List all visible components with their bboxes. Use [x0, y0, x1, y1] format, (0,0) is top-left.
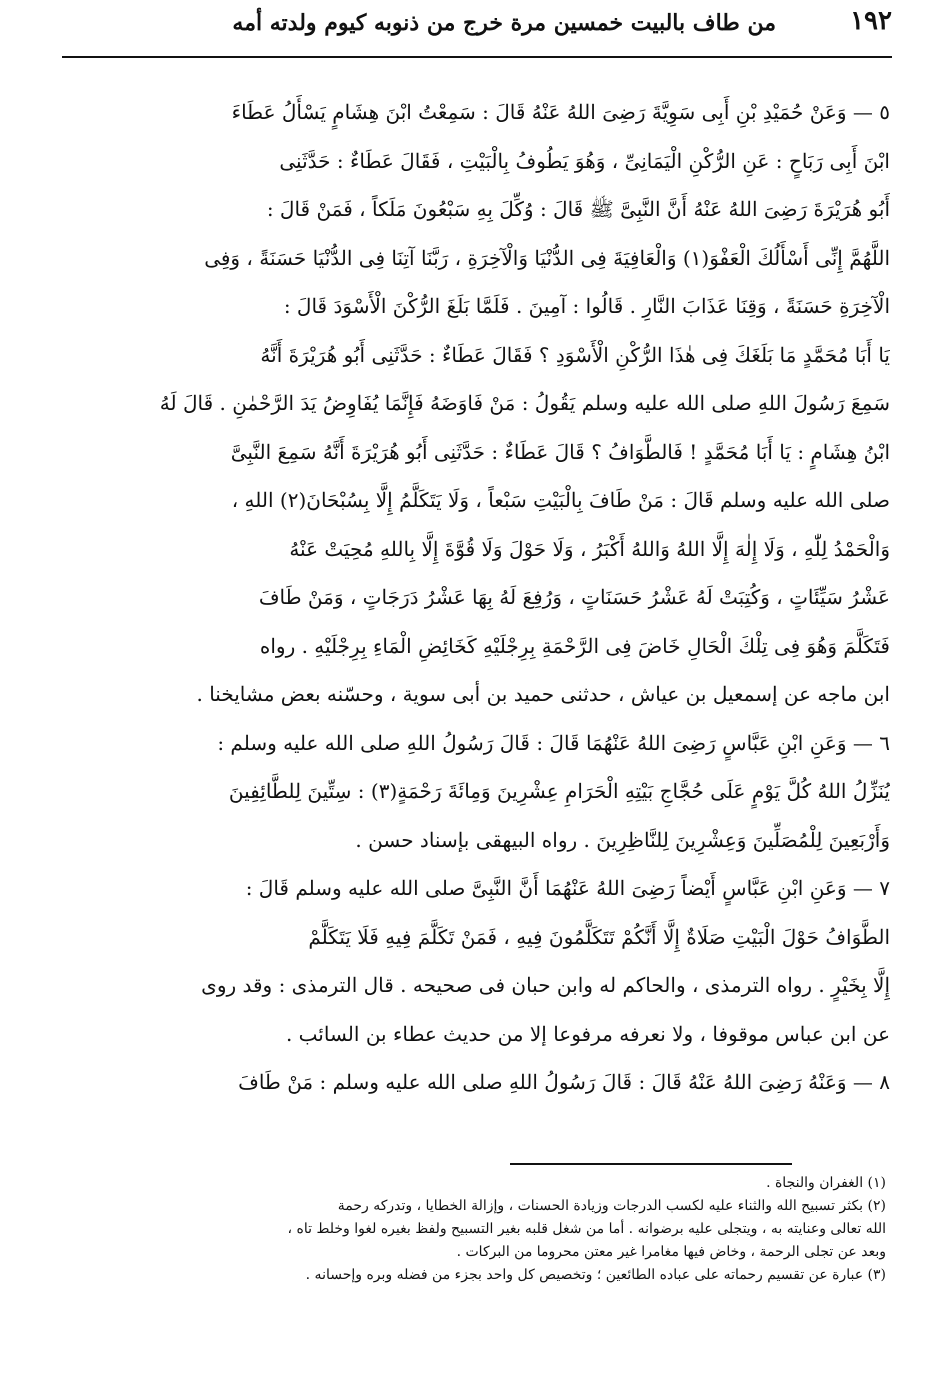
text-line: ٨ — وَعَنْهُ رَضِىَ اللهُ عَنْهُ قَالَ : قَالَ رَسُولُ اللهِ صلى الله عليه وسلم : مَنْ طَافَ [238, 1070, 890, 1094]
text-line: سَمِعَ رَسُولَ اللهِ صلى الله عليه وسلم يَقُولُ : مَنْ فَاوَضَهُ فَإِنَّمَا يُفَاوِضُ يَدَ الرَّحْمٰنِ . قَالَ لَهُ [159, 391, 890, 415]
text-line: يَا أَبَا مُحَمَّدٍ مَا بَلَغَكَ فِى هٰذَا الرُّكْنِ الْأَسْوَدِ ؟ فَقَالَ عَطَاءٌ : حَدَّثَنِى أَبُو هُرَيْرَةَ أَنَّهُ [260, 342, 890, 367]
main-text [58, 88, 890, 1107]
text-line: أَبُو هُرَيْرَةَ رَضِىَ اللهُ عَنْهُ أَنَّ النَّبِىَّ ﷺ قَالَ : وُكِّلَ بِهِ سَبْعُونَ مَلَكاً ، فَمَنْ قَالَ : [266, 197, 890, 221]
footnote-line: (٣) عبارة عن تقسيم رحماته على عباده الطائعين ؛ وتخصيص كل واحد بجزء من فضله وبره وإحسانه . [305, 1267, 886, 1283]
footnote-line: (٢) بكثر تسبيح الله والثناء عليه لكسب الدرجات وزيادة الحسنات ، وإزالة الخطايا ، وتدركه رحمة [337, 1198, 886, 1214]
text-line: عَشْرُ سَيِّئَاتٍ ، وَكُتِبَتْ لَهُ عَشْرُ حَسَنَاتٍ ، وَرُفِعَ لَهُ بِهَا عَشْرُ دَرَجَاتٍ ، وَمَنْ طَافَ [258, 585, 890, 609]
text-line: ابْنَ أَبِى رَبَاحٍ : عَنِ الرُّكْنِ الْيَمَانِىِّ ، وَهُوَ يَطُوفُ بِالْبَيْتِ ، فَقَالَ عَطَاءٌ : حَدَّثَنِى [279, 148, 890, 173]
page-number: ١٩٢ [850, 6, 892, 36]
page-header [52, 6, 892, 46]
text-line: ٦ — وَعَنِ ابْنِ عَبَّاسٍ رَضِىَ اللهُ عَنْهُمَا قَالَ : قَالَ رَسُولُ اللهِ صلى الله عليه وسلم : [217, 730, 890, 755]
header-divider [62, 56, 892, 58]
text-line: فَتَكَلَّمَ وَهُوَ فِى تِلْكَ الْحَالِ خَاضَ فِى الرَّحْمَةِ بِرِجْلَيْهِ كَخَائِضِ الْمَاءِ بِرِجْلَيْهِ . رواه [259, 633, 890, 658]
text-line: صلى الله عليه وسلم قَالَ : مَنْ طَافَ بِالْبَيْتِ سَبْعاً ، وَلَا يَتَكَلَّمُ إِلَّا بِسُبْحَانَ(٢) اللهِ ، [231, 488, 890, 512]
text-line: وَأَرْبَعِينَ لِلْمُصَلِّينَ وَعِشْرِينَ لِلنَّاظِرِينَ . رواه البيهقى بإسناد حسن . [355, 827, 890, 852]
text-line: ٧ — وَعَنِ ابْنِ عَبَّاسٍ أَيْضاً رَضِىَ اللهُ عَنْهُمَا أَنَّ النَّبِىَّ صلى الله عليه وسلم قَالَ : [245, 876, 890, 900]
text-line: الطَّوَافُ حَوْلَ الْبَيْتِ صَلَاةٌ إِلَّا أَنَّكُمْ تَتَكَلَّمُونَ فِيهِ ، فَمَنْ تَكَلَّمَ فِيهِ فَلَا يَتَكَلَّمْ [308, 924, 890, 949]
footnote-line: (١) الغفران والنجاة . [766, 1175, 886, 1191]
text-line: ابْنُ هِشَامٍ : يَا أَبَا مُحَمَّدٍ ! فَالطَّوَافُ ؟ قَالَ عَطَاءٌ : حَدَّثَنِى أَبُو هُرَيْرَةَ أَنَّهُ سَمِعَ النَّبِىَّ [230, 439, 890, 464]
running-title: من طاف بالبيت خمسين مرة خرج من ذنوبه كيوم ولدته أمه [232, 10, 776, 36]
text-line: وَالْحَمْدُ لِلّٰهِ ، وَلَا إِلٰهَ إِلَّا اللهُ وَاللهُ أَكْبَرُ ، وَلَا حَوْلَ وَلَا قُوَّةَ إِلَّا بِاللهِ مُحِيَتْ عَنْهُ [289, 536, 890, 561]
text-line: اللَّهُمَّ إِنِّى أَسْأَلُكَ الْعَفْوَ(١) وَالْعَافِيَةَ فِى الدُّنْيَا وَالْآخِرَةِ ، رَبَّنَا آتِنَا فِى الدُّنْيَا حَسَنَةً ، وَفِى [204, 245, 890, 270]
text-line: عن ابن عباس موقوفا ، ولا نعرفه مرفوعا إلا من حديث عطاء بن السائب . [285, 1021, 890, 1046]
text-line: ٥ — وَعَنْ حُمَيْدِ بْنِ أَبِى سَوِيَّةَ رَضِىَ اللهُ عَنْهُ قَالَ : سَمِعْتُ ابْنَ هِشَامٍ يَسْأَلُ عَطَاءَ [231, 100, 890, 124]
footnote-line: الله تعالى وعنايته به ، ويتجلى عليه برضوانه . أما من شغل قلبه بغير التسبيح ولفظ بغيره لغوا وخلط تاه ، [287, 1221, 886, 1237]
footnotes [58, 1172, 886, 1287]
footnote-divider [510, 1163, 792, 1165]
footnote-line: وبعد عن تجلى الرحمة ، وخاض فيها مغامرا غير معتن محروما من البركات . [456, 1244, 886, 1260]
text-line: ابن ماجه عن إسمعيل بن عياش ، حدثنى حميد بن أبى سوية ، وحسّنه بعض مشايخنا . [196, 682, 890, 706]
text-line: إِلَّا بِخَيْرٍ . رواه الترمذى ، والحاكم له وابن حبان فى صحيحه . قال الترمذى : وقد روى [201, 973, 890, 997]
text-line: يُنَزِّلُ اللهُ كُلَّ يَوْمٍ عَلَى حُجَّاجِ بَيْتِهِ الْحَرَامِ عِشْرِينَ وَمِائَةَ رَحْمَةٍ(٣) : سِتِّينَ لِلطَّائِفِينَ [228, 779, 890, 803]
text-line: الْآخِرَةِ حَسَنَةً ، وَقِنَا عَذَابَ النَّارِ . قَالُوا : آمِينَ . فَلَمَّا بَلَغَ الرُّكْنَ الْأَسْوَدَ قَالَ : [283, 294, 890, 318]
